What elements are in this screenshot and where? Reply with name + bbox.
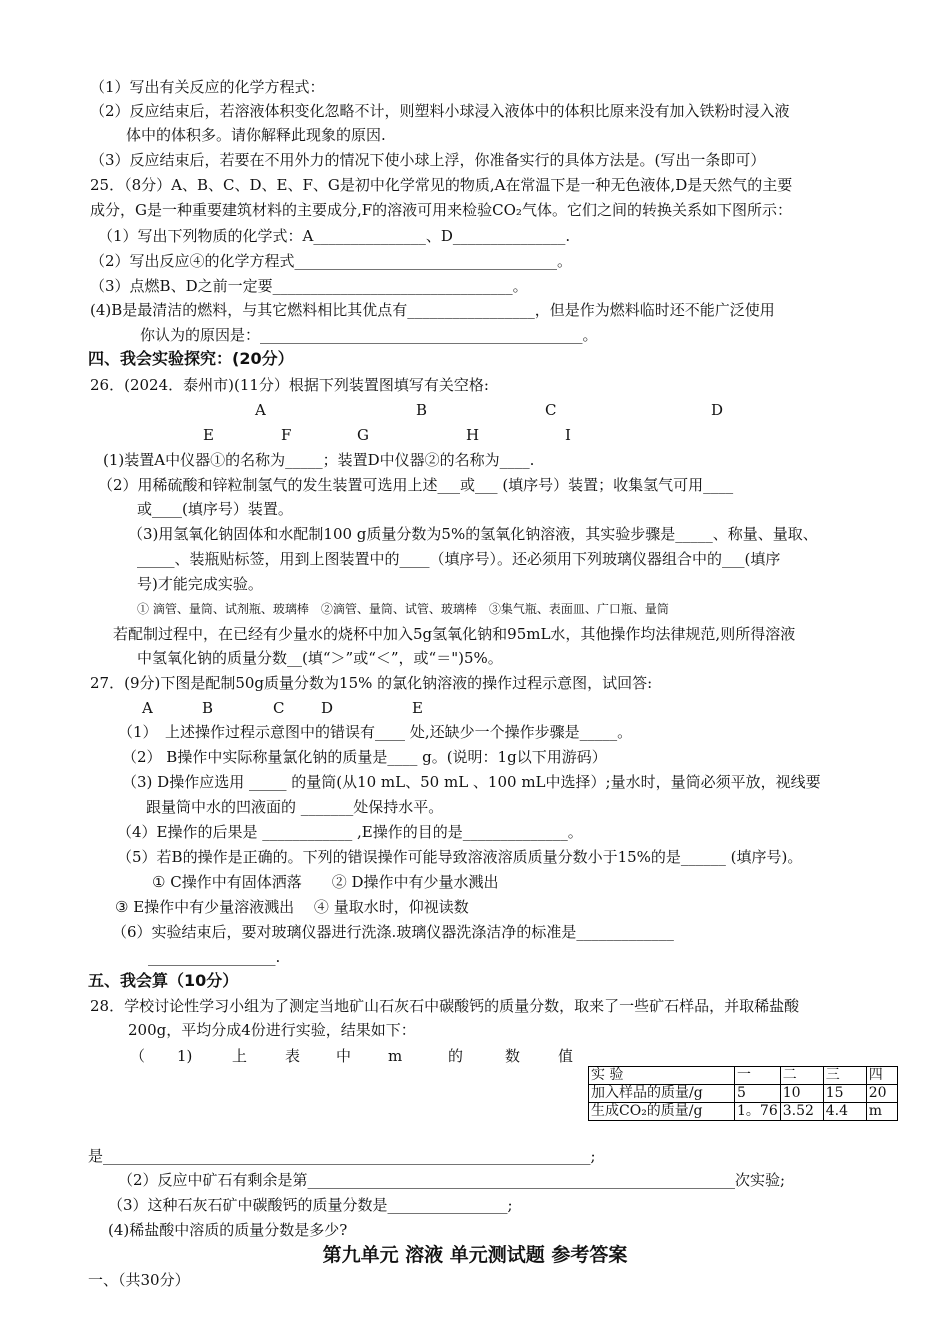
q28-part1-char: m <box>388 1047 403 1065</box>
q25-stem-cont: 成分，G是一种重要建筑材料的主要成分,F的溶液可用来检验CO₂气体。它们之间的转换关系如下图所示： <box>90 201 792 219</box>
table-cell: 加入样品的质量/g <box>589 1085 735 1103</box>
q26-options: ① 滴管、量筒、试剂瓶、玻璃棒 ②滴管、量筒、试管、玻璃棒 ③集气瓶、表面皿、广口瓶、量筒 <box>137 602 669 616</box>
answer-key-title: 第九单元 溶液 单元测试题 参考答案 <box>322 1244 628 1266</box>
q28-part1-char: （ <box>130 1047 146 1065</box>
q28-part1-char: 的 <box>448 1047 464 1065</box>
q28-part1-char: 上 <box>232 1047 248 1065</box>
q28-part4: (4)稀盐酸中溶质的质量分数是多少? <box>108 1221 348 1239</box>
table-header-cell: 三 <box>823 1067 866 1085</box>
q24-part2-cont: 体中的体积多。请你解释此现象的原因. <box>126 126 386 144</box>
table-header-cell: 四 <box>866 1067 897 1085</box>
q24-part3: （3）反应结束后，若要在不用外力的情况下使小球上浮，你准备实行的具体方法是。(写出一条即可） <box>90 151 766 169</box>
q28-part1-char: 中 <box>336 1047 352 1065</box>
table-row <box>589 1085 898 1103</box>
figure-label: B <box>202 699 214 717</box>
q24-part2: （2）反应结束后，若溶液体积变化忽略不计，则塑料小球浸入液体中的体积比原来没有加入铁粉时浸入液 <box>90 102 790 120</box>
q27-part3: （3) D操作应选用 _____ 的量筒(从10 mL、50 mL 、100 mL中选择）;量水时，量筒必须平放，视线要 <box>122 773 821 791</box>
table-row <box>589 1103 898 1121</box>
q27-part5-options2: ③ E操作中有少量溶液溅出 ④ 量取水时，仰视读数 <box>115 898 469 916</box>
table-cell: 15 <box>823 1085 866 1103</box>
q28-part3: （3）这种石灰石矿中碳酸钙的质量分数是________________; <box>108 1196 513 1214</box>
q25-stem: 25．（8分）A、B、C、D、E、F、G是初中化学常见的物质,A在常温下是一种无色液体,D是天然气的主要 <box>90 176 793 194</box>
q24-part1: （1）写出有关反应的化学方程式： <box>90 78 325 96</box>
q25-part2: （2）写出反应④的化学方程式___________________________________。 <box>90 252 573 270</box>
table-cell: 4.4 <box>823 1103 866 1121</box>
table-header-cell: 二 <box>780 1067 823 1085</box>
q27-stem: 27．(9分)下图是配制50g质量分数为15% 的氯化钠溶液的操作过程示意图，试回答: <box>90 674 653 692</box>
table-header-row <box>589 1067 898 1085</box>
figure-label: I <box>565 426 571 444</box>
table-header-cell: 一 <box>735 1067 781 1085</box>
q27-part6-cont: _________________. <box>148 948 281 966</box>
q27-part3-cont: 跟量筒中水的凹液面的 _______处保持水平。 <box>146 798 444 816</box>
figure-label: A <box>255 401 266 419</box>
figure-label: E <box>412 699 423 717</box>
q26-part4: 若配制过程中，在已经有少量水的烧杯中加入5g氢氧化钠和95mL水，其他操作均法律规范,则所得溶液 <box>113 625 796 643</box>
q28-part1-char: 表 <box>285 1047 301 1065</box>
q27-part5: （5）若B的操作是正确的。下列的错误操作可能导致溶液溶质质量分数小于15%的是______ (填序号)。 <box>117 848 803 866</box>
q27-part5-options1: ① C操作中有固体洒落 ② D操作中有少量水溅出 <box>152 873 499 891</box>
figure-label: C <box>273 699 285 717</box>
q26-stem: 26．(2024．泰州市)(11分）根据下列装置图填写有关空格: <box>90 376 489 394</box>
q26-part2-cont: 或____(填序号）装置。 <box>137 500 293 518</box>
figure-label: G <box>357 426 369 444</box>
q27-part4: （4）E操作的后果是 ____________ ,E操作的目的是______________。 <box>117 823 583 841</box>
q27-part2: （2） B操作中实际称量氯化钠的质量是____ g。(说明：1g以下用游码） <box>122 748 607 766</box>
q26-part3-cont2: 号)才能完成实验。 <box>137 575 263 593</box>
q26-part3: （3)用氢氧化钠固体和水配制100 g质量分数为5%的氢氧化钠溶液，其实验步骤是_____、称量、量取、 <box>128 525 818 543</box>
q27-part6: （6）实验结束后，要对玻璃仪器进行洗涤.玻璃仪器洗涤洁净的标准是_____________ <box>112 923 674 941</box>
q25-part1: （1）写出下列物质的化学式：A_______________、D_______________. <box>98 227 571 245</box>
q25-part4: (4)B是最清洁的燃料，与其它燃料相比其优点有_________________，但是作为燃料临时还不能广泛使用 <box>90 301 775 319</box>
q28-stem: 28．学校讨论性学习小组为了测定当地矿山石灰石中碳酸钙的质量分数，取来了一些矿石样品，并取稀盐酸 <box>90 997 800 1015</box>
q25-part4-cont: 你认为的原因是：___________________________________________。 <box>140 326 598 344</box>
table-cell: m <box>866 1103 897 1121</box>
table-cell: 1。76 <box>735 1103 781 1121</box>
section-5-heading: 五、我会算（10分） <box>88 971 239 990</box>
figure-label: D <box>711 401 724 419</box>
table-cell: 10 <box>780 1085 823 1103</box>
figure-label: H <box>466 426 480 444</box>
q27-part1: （1） 上述操作过程示意图中的错误有____ 处,还缺少一个操作步骤是_____。 <box>118 723 633 741</box>
q28-part1-char: 1) <box>177 1047 193 1065</box>
q28-part1-answer: 是_________________________________________________________________; <box>88 1147 596 1165</box>
table-header-cell: 实 验 <box>589 1067 735 1085</box>
table-cell: 生成CO₂的质量/g <box>589 1103 735 1121</box>
q26-part3-cont: _____、装瓶贴标签，用到上图装置中的____（填序号）。还必须用下列玻璃仪器组合中的___(填序 <box>137 550 781 568</box>
table-cell: 5 <box>735 1085 781 1103</box>
q28-part1-char: 数 <box>505 1047 521 1065</box>
answer-section-1: 一、（共30分） <box>88 1271 190 1289</box>
q26-part1: (1)装置A中仪器①的名称为_____；装置D中仪器②的名称为____. <box>103 451 535 469</box>
q25-part3: （3）点燃B、D之前一定要________________________________。 <box>90 277 528 295</box>
table-cell: 20 <box>866 1085 897 1103</box>
figure-label: B <box>416 401 428 419</box>
table-cell: 3.52 <box>780 1103 823 1121</box>
section-4-heading: 四、我会实验探究：(20分） <box>88 349 294 368</box>
q28-part2: （2）反应中矿石有剩余是第_________________________________________________________次实验; <box>118 1171 786 1189</box>
q26-part2: （2）用稀硫酸和锌粒制氢气的发生装置可选用上述___或___ (填序号）装置；收集氢气可用____ <box>98 476 734 494</box>
q28-stem-cont: 200g，平均分成4份进行实验，结果如下： <box>128 1021 416 1039</box>
figure-label: A <box>142 699 153 717</box>
figure-label: D <box>321 699 334 717</box>
figure-label: F <box>281 426 292 444</box>
data-table <box>588 1066 898 1121</box>
figure-label: C <box>545 401 557 419</box>
figure-label: E <box>203 426 214 444</box>
q28-part1-char: 值 <box>558 1047 574 1065</box>
q26-part4-cont: 中氢氧化钠的质量分数__(填“＞”或“＜”，或“＝")5%。 <box>137 649 503 667</box>
